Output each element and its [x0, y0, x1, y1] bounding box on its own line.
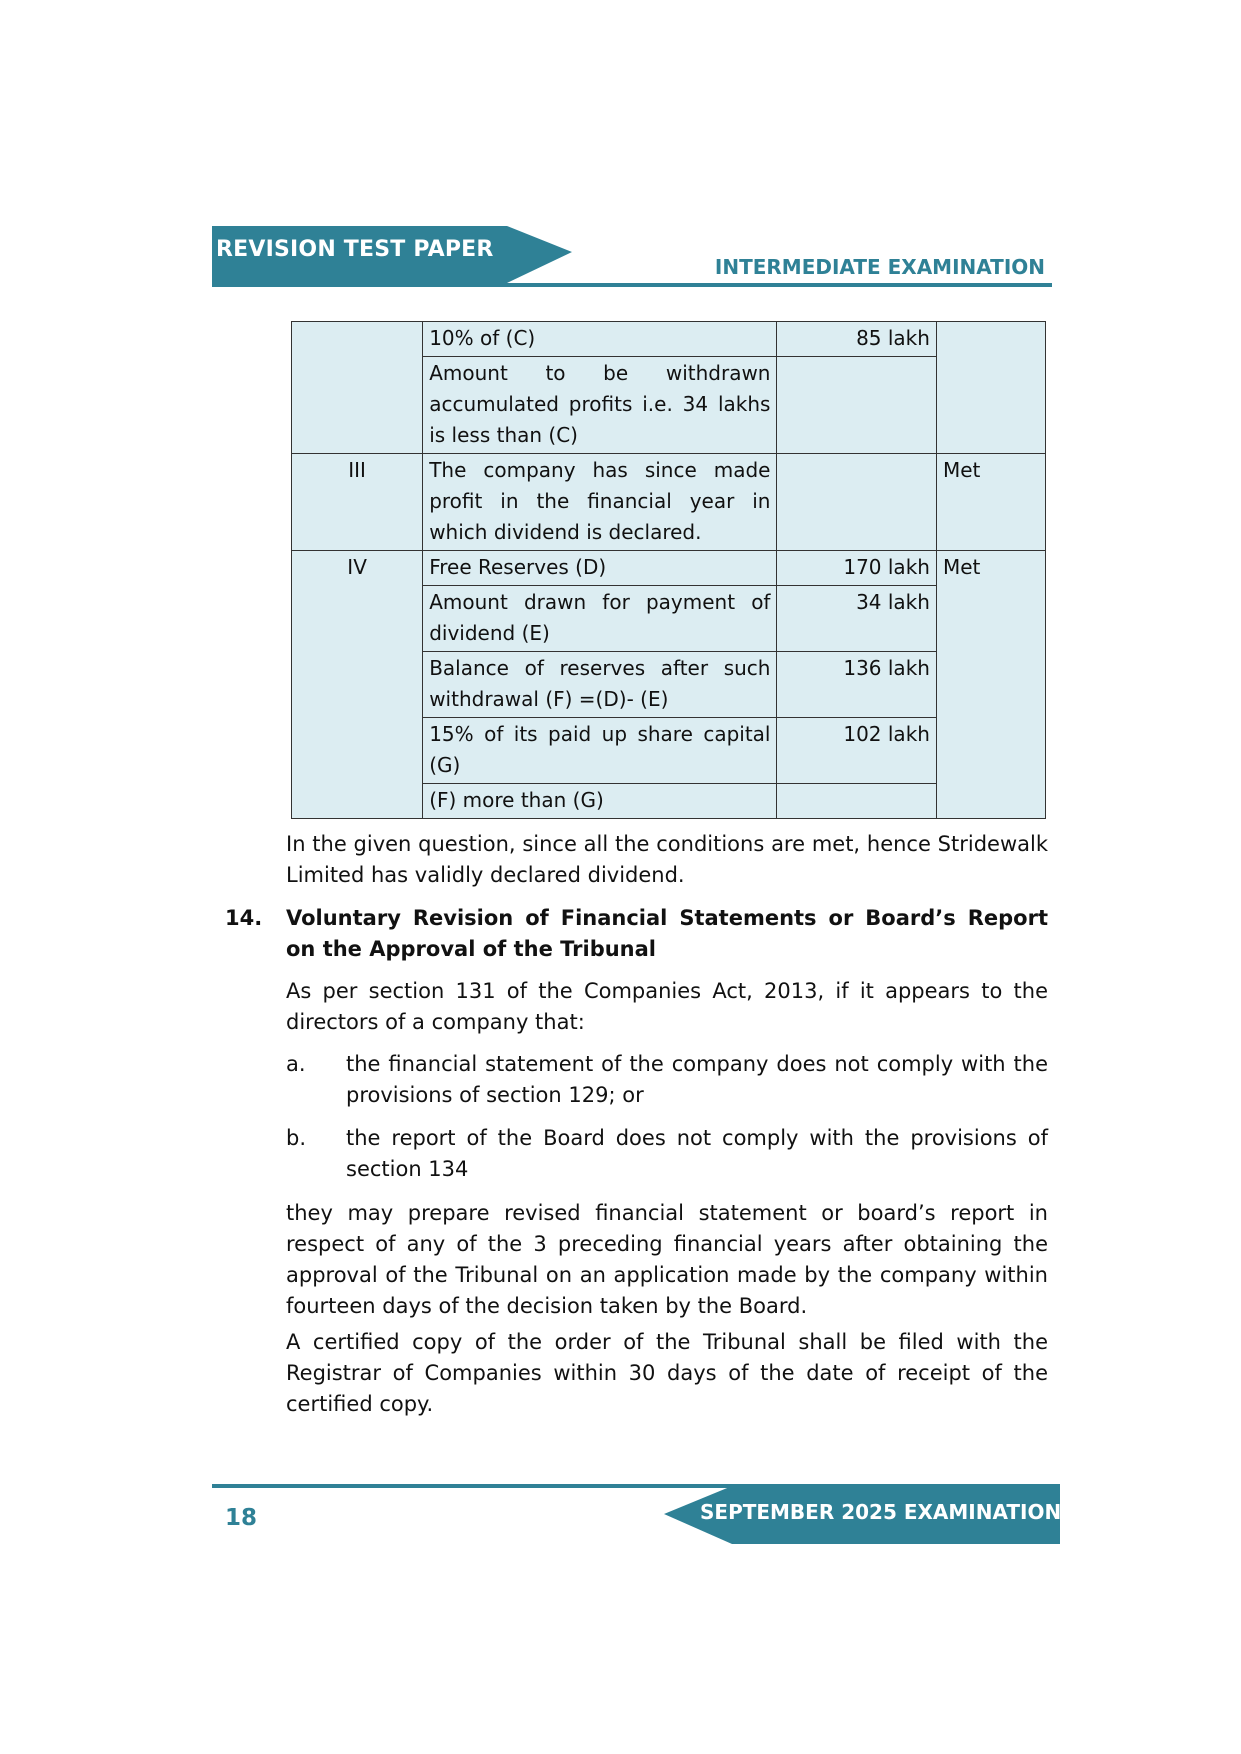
- condition-text-cell: (F) more than (G): [423, 784, 777, 819]
- condition-text-cell: Amount to be withdrawn accumulated profits i.e. 34 lakhs is less than (C): [423, 357, 777, 454]
- header-rule: [212, 283, 1052, 287]
- table-row: [292, 551, 1046, 586]
- condition-status-cell: Met: [936, 551, 1045, 819]
- condition-text-cell: The company has since made profit in the financial year in which dividend is declared.: [423, 454, 777, 551]
- condition-value-cell: 34 lakh: [777, 586, 936, 652]
- header-banner-title: REVISION TEST PAPER: [216, 237, 494, 262]
- question-number: 14.: [225, 906, 263, 930]
- intro-paragraph: As per section 131 of the Companies Act, 2013, if it appears to the directors of a company that:: [286, 979, 1048, 1034]
- condition-text-cell: Balance of reserves after such withdrawal (F) =(D)- (E): [423, 652, 777, 718]
- condition-value-cell: 136 lakh: [777, 652, 936, 718]
- table-row: [292, 322, 1046, 357]
- condition-label-cell: III: [292, 454, 423, 551]
- condition-value-cell: 85 lakh: [777, 322, 936, 357]
- table-row: [292, 454, 1046, 551]
- condition-value-cell: [777, 357, 936, 454]
- condition-value-cell: [777, 454, 936, 551]
- condition-text-cell: 15% of its paid up share capital (G): [423, 718, 777, 784]
- condition-value-cell: 170 lakh: [777, 551, 936, 586]
- dividend-conditions-table: [291, 321, 1046, 819]
- header-exam-title: INTERMEDIATE EXAMINATION: [714, 255, 1045, 279]
- condition-status-cell: [936, 322, 1045, 454]
- condition-label-cell: [292, 322, 423, 454]
- list-item-marker: a.: [286, 1052, 306, 1076]
- footer-exam-banner: SEPTEMBER 2025 EXAMINATION: [700, 1500, 1062, 1524]
- conclusion-paragraph: In the given question, since all the conditions are met, hence Stridewalk Limited has validly declared dividend.: [286, 832, 1048, 887]
- list-item: the financial statement of the company does not comply with the provisions of section 129; or: [346, 1052, 1048, 1107]
- question-heading: Voluntary Revision of Financial Statements or Board’s Report on the Approval of the Tribunal: [286, 906, 1048, 961]
- condition-value-cell: 102 lakh: [777, 718, 936, 784]
- condition-status-cell: Met: [936, 454, 1045, 551]
- certified-copy-paragraph: A certified copy of the order of the Tribunal shall be filed with the Registrar of Companies within 30 days of the date of receipt of the certified copy.: [286, 1330, 1048, 1416]
- condition-text-cell: 10% of (C): [423, 322, 777, 357]
- condition-label-cell: IV: [292, 551, 423, 819]
- condition-value-cell: [777, 784, 936, 819]
- list-item: the report of the Board does not comply with the provisions of section 134: [346, 1126, 1048, 1181]
- revision-paragraph: they may prepare revised financial statement or board’s report in respect of any of the 3 preceding financial years after obtaining the approval of the Tribunal on an application made by the company within fourteen days of the decision taken by the Board.: [286, 1201, 1048, 1318]
- condition-text-cell: Free Reserves (D): [423, 551, 777, 586]
- page-number: 18: [225, 1505, 258, 1531]
- condition-text-cell: Amount drawn for payment of dividend (E): [423, 586, 777, 652]
- list-item-marker: b.: [286, 1126, 307, 1150]
